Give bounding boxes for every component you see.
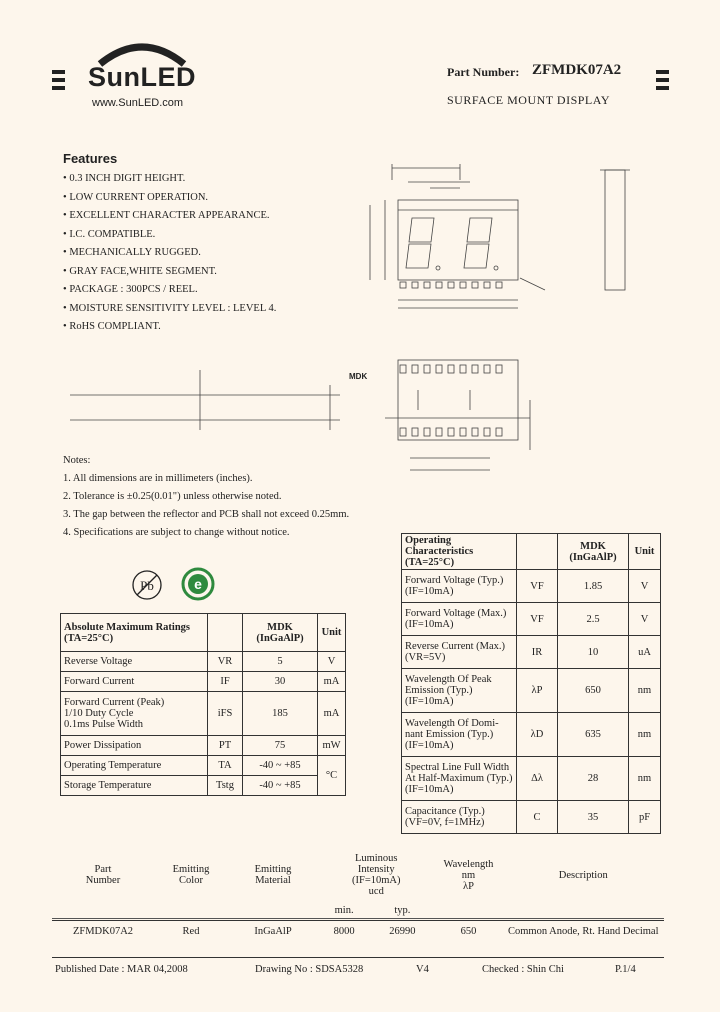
sel-wavelength: 650 <box>460 925 477 937</box>
op-char-value: 635 <box>558 713 629 757</box>
footer-divider <box>52 957 664 958</box>
abs-max-value: 75 <box>243 736 318 756</box>
op-char-symbol: Δλ <box>517 757 558 801</box>
table-row <box>61 756 346 776</box>
op-char-mdk-label: MDK <box>580 540 606 552</box>
op-char-line: Wavelength Of Domi- <box>405 718 499 729</box>
op-char-param <box>402 636 517 669</box>
sel-header-material <box>228 848 318 902</box>
sel-header-line: ucd <box>368 886 384 897</box>
footer-page: P.1/4 <box>615 964 636 975</box>
abs-max-param: Operating Temperature <box>61 756 208 776</box>
op-char-mdk-sub: (InGaAlP) <box>569 551 617 563</box>
abs-max-value: 185 <box>243 692 318 736</box>
abs-max-title: Absolute Maximum Ratings <box>64 621 191 633</box>
op-char-line: (IF=10mA) <box>405 619 454 630</box>
op-char-unit-header: Unit <box>629 534 661 570</box>
op-char-unit: nm <box>629 669 661 713</box>
sel-header-line: Wavelength <box>443 858 494 870</box>
op-char-line: At Half-Maximum (Typ.) <box>405 773 513 784</box>
selection-guide-table <box>52 848 664 942</box>
abs-max-condition: (TA=25°C) <box>64 632 114 644</box>
sel-header-line: Part <box>94 864 112 875</box>
abs-max-value: -40 ~ +85 <box>243 756 318 776</box>
op-char-unit: nm <box>629 757 661 801</box>
brand-url[interactable]: www.SunLED.com <box>92 97 184 109</box>
sel-header-min: min. <box>334 905 354 917</box>
op-char-param <box>402 757 517 801</box>
table-row <box>61 692 346 736</box>
table-row <box>402 669 661 713</box>
op-char-line: Emission (Typ.) <box>405 685 473 696</box>
op-char-line: (VF=0V, f=1MHz) <box>405 817 485 828</box>
abs-max-value: -40 ~ +85 <box>243 776 318 796</box>
abs-max-value: 5 <box>243 652 318 672</box>
feature-item: • LOW CURRENT OPERATION. <box>63 192 276 211</box>
table-row <box>402 713 661 757</box>
brand-logo: SunLED <box>88 62 196 92</box>
op-char-param <box>402 603 517 636</box>
abs-max-sym-header <box>208 614 243 652</box>
abs-max-symbol: IF <box>208 672 243 692</box>
op-char-title: Operating Characteristics <box>405 535 474 557</box>
note-item: 3. The gap between the reflector and PCB shall not exceed 0.25mm. <box>63 509 350 520</box>
abs-max-symbol: PT <box>208 736 243 756</box>
features-list <box>63 173 276 340</box>
sel-header-line: nm <box>461 869 476 881</box>
circuit-label-mdk: MDK <box>349 372 368 381</box>
op-char-param <box>402 570 517 603</box>
table-row <box>61 672 346 692</box>
pb-free-icon <box>130 568 164 602</box>
sel-header-description: Description <box>558 869 608 881</box>
op-char-condition: (TA=25°C) <box>405 557 455 568</box>
sel-header-line: Emitting <box>254 864 292 875</box>
sel-header-line: λP <box>463 880 474 892</box>
feature-item: • MECHANICALLY RUGGED. <box>63 247 276 266</box>
op-char-line: (IF=10mA) <box>405 784 454 795</box>
sel-header-luminous <box>318 848 434 902</box>
abs-max-param-line: 1/10 Duty Cycle <box>64 708 134 719</box>
abs-max-param <box>61 692 208 736</box>
op-char-symbol: VF <box>517 603 558 636</box>
op-char-line: Forward Voltage (Typ.) <box>405 575 504 586</box>
feature-item: • RoHS COMPLIANT. <box>63 321 276 340</box>
table-row <box>61 652 346 672</box>
op-char-line: (IF=10mA) <box>405 696 454 707</box>
note-item: 2. Tolerance is ±0.25(0.01") unless otherwise noted. <box>63 491 282 502</box>
op-char-unit: V <box>629 603 661 636</box>
abs-max-mdk-label: MDK <box>267 621 293 633</box>
abs-max-param: Storage Temperature <box>61 776 208 796</box>
footer-checked: Checked : Shin Chi <box>482 964 564 975</box>
table-row <box>61 776 346 796</box>
rohs-label: e <box>194 576 202 592</box>
sel-header-wavelength <box>434 848 502 902</box>
op-char-line: Reverse Current (Max.) <box>405 641 506 652</box>
sel-material: InGaAlP <box>254 925 292 937</box>
op-char-value: 10 <box>558 636 629 669</box>
selection-divider <box>52 918 664 919</box>
feature-item: • GRAY FACE,WHITE SEGMENT. <box>63 266 276 285</box>
footer-published: Published Date : MAR 04,2008 <box>55 964 188 975</box>
rohs-icon <box>180 566 216 602</box>
sel-min: 8000 <box>333 925 355 937</box>
op-char-line: (VR=5V) <box>405 652 446 663</box>
op-char-param <box>402 713 517 757</box>
sel-description: Common Anode, Rt. Hand Decimal <box>508 925 659 937</box>
feature-item: • PACKAGE : 300PCS / REEL. <box>63 284 276 303</box>
abs-max-symbol: VR <box>208 652 243 672</box>
table-row <box>52 920 664 942</box>
feature-item: • EXCELLENT CHARACTER APPEARANCE. <box>63 210 276 229</box>
op-char-value: 28 <box>558 757 629 801</box>
sel-header-typ: typ. <box>394 905 411 917</box>
feature-item: • I.C. COMPATIBLE. <box>63 229 276 248</box>
operating-characteristics-table <box>401 533 661 834</box>
feature-item: • MOISTURE SENSITIVITY LEVEL : LEVEL 4. <box>63 303 276 322</box>
abs-max-param-line: Forward Current (Peak) <box>64 697 165 708</box>
package-dimension-drawing <box>330 160 670 490</box>
abs-max-param: Reverse Voltage <box>61 652 208 672</box>
op-char-line: (IF=10mA) <box>405 740 454 751</box>
op-char-title-cell <box>402 534 517 570</box>
table-row <box>61 736 346 756</box>
internal-circuit-diagram <box>60 360 370 440</box>
op-char-line: Spectral Line Full Width <box>405 762 510 773</box>
op-char-symbol: C <box>517 801 558 834</box>
note-item: 1. All dimensions are in millimeters (inches). <box>63 473 253 484</box>
op-char-unit: pF <box>629 801 661 834</box>
sel-header-line: Material <box>255 875 291 886</box>
op-char-line: Forward Voltage (Max.) <box>405 608 507 619</box>
sel-header-line: Emitting <box>172 864 210 875</box>
abs-max-param: Power Dissipation <box>61 736 208 756</box>
op-char-value: 650 <box>558 669 629 713</box>
op-char-value: 2.5 <box>558 603 629 636</box>
notes-block <box>63 455 349 545</box>
abs-max-unit-header: Unit <box>318 614 346 652</box>
part-number: ZFMDK07A2 <box>532 62 622 78</box>
sel-header-line: Luminous <box>354 853 398 864</box>
sel-header-line: Number <box>85 875 121 886</box>
absolute-max-ratings-table <box>60 613 346 796</box>
op-char-symbol: VF <box>517 570 558 603</box>
feature-item: • 0.3 INCH DIGIT HEIGHT. <box>63 173 276 192</box>
op-char-param <box>402 669 517 713</box>
abs-max-symbol: TA <box>208 756 243 776</box>
op-char-line: Capacitance (Typ.) <box>405 806 485 817</box>
footer-version: V4 <box>416 964 429 975</box>
abs-max-unit: V <box>318 652 346 672</box>
op-char-sym-header <box>517 534 558 570</box>
op-char-symbol: IR <box>517 636 558 669</box>
sel-part: ZFMDK07A2 <box>72 925 134 937</box>
op-char-symbol: λD <box>517 713 558 757</box>
abs-max-value: 30 <box>243 672 318 692</box>
sel-header-color <box>154 848 228 902</box>
abs-max-param: Forward Current <box>61 672 208 692</box>
op-char-symbol: λP <box>517 669 558 713</box>
abs-max-param-line: 0.1ms Pulse Width <box>64 719 144 730</box>
sel-header-line: (IF=10mA) <box>351 875 401 886</box>
abs-max-symbol: Tstg <box>208 776 243 796</box>
table-row <box>402 757 661 801</box>
footer-drawing: Drawing No : SDSA5328 <box>255 964 364 975</box>
abs-max-unit: °C <box>318 756 346 796</box>
note-item: 4. Specifications are subject to change without notice. <box>63 527 290 538</box>
op-char-line: nant Emission (Typ.) <box>405 729 494 740</box>
abs-max-mdk-header <box>243 614 318 652</box>
op-char-unit: V <box>629 570 661 603</box>
op-char-unit: uA <box>629 636 661 669</box>
table-row <box>402 636 661 669</box>
op-char-line: (IF=10mA) <box>405 586 454 597</box>
pb-free-label: Pb <box>140 578 154 593</box>
abs-max-title-cell <box>61 614 208 652</box>
selection-guide <box>52 848 664 942</box>
subtitle: SURFACE MOUNT DISPLAY <box>447 93 610 107</box>
op-char-mdk-header <box>558 534 629 570</box>
logo-bars-right <box>656 70 669 94</box>
abs-max-unit: mA <box>318 692 346 736</box>
logo-bars-left <box>52 70 65 94</box>
sel-color: Red <box>182 925 200 937</box>
notes-title: Notes: <box>63 455 91 466</box>
features-title: Features <box>63 151 118 166</box>
op-char-value: 35 <box>558 801 629 834</box>
table-row <box>402 570 661 603</box>
op-char-param <box>402 801 517 834</box>
abs-max-mdk-sub: (InGaAlP) <box>256 632 304 644</box>
sel-header-part <box>52 848 154 902</box>
abs-max-unit: mA <box>318 672 346 692</box>
sel-header-line: Intensity <box>357 864 395 875</box>
sel-header-line: Color <box>179 875 203 886</box>
op-char-unit: nm <box>629 713 661 757</box>
abs-max-symbol: iFS <box>208 692 243 736</box>
op-char-value: 1.85 <box>558 570 629 603</box>
sel-typ: 26990 <box>389 925 416 937</box>
table-row <box>402 801 661 834</box>
part-number-label: Part Number: <box>447 65 520 79</box>
op-char-line: Wavelength Of Peak <box>405 674 492 685</box>
table-row <box>402 603 661 636</box>
abs-max-unit: mW <box>318 736 346 756</box>
